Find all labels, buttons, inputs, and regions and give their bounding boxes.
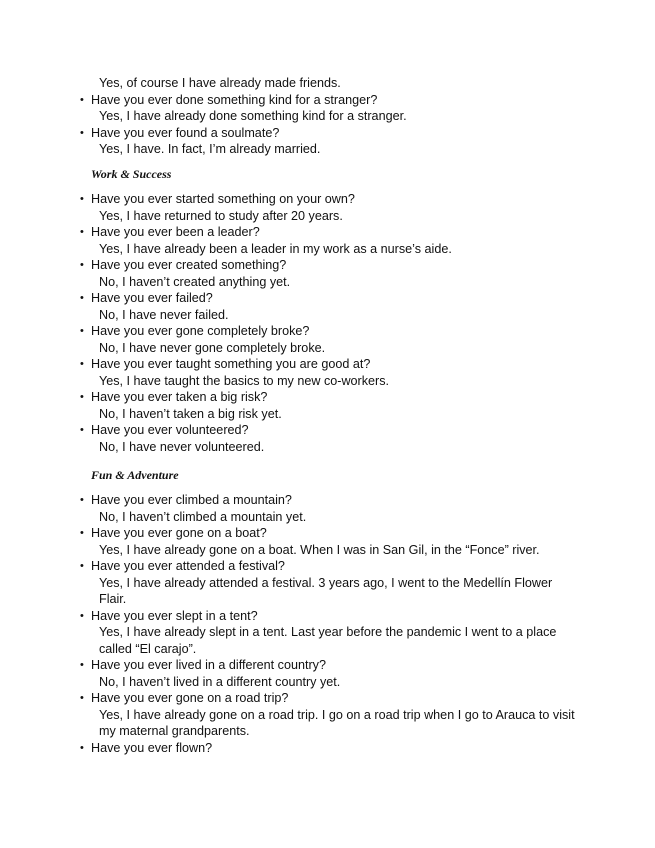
list-item [80, 356, 580, 389]
answer-text: No, I have never gone completely broke. [99, 340, 326, 355]
question-text: Have you ever created something? [91, 258, 287, 272]
bullet-icon: • [80, 292, 84, 304]
answer-text: No, I haven’t lived in a different country yet. [99, 674, 341, 689]
list-item [80, 257, 580, 290]
bullet-icon: • [80, 126, 84, 139]
list-item [80, 740, 580, 757]
answer-text: No, I have never failed. [99, 307, 229, 322]
personal-list [80, 92, 580, 158]
bullet-icon: • [80, 609, 84, 622]
bullet-icon: • [80, 424, 84, 436]
list-item [80, 191, 580, 224]
question-text: Have you ever climbed a mountain? [91, 493, 292, 507]
work-success-list [80, 191, 580, 455]
list-item [80, 525, 580, 558]
bullet-icon: • [80, 391, 84, 403]
bullet-icon: • [80, 226, 84, 238]
section-heading-work-success: Work & Success [91, 167, 172, 181]
personal-section [80, 75, 580, 158]
list-item [80, 92, 580, 125]
list-item [80, 125, 580, 158]
list-item [80, 290, 580, 323]
answer-text: Yes, I have already slept in a tent. Last year before the pandemic I went to a place called “El carajo”. [99, 625, 557, 656]
work-success-section [80, 191, 580, 455]
answer-text: No, I have never volunteered. [99, 439, 265, 454]
bullet-icon: • [80, 741, 84, 754]
bullet-icon: • [80, 93, 84, 106]
list-item [80, 389, 580, 422]
bullet-icon: • [80, 527, 84, 539]
bullet-icon: • [80, 494, 84, 506]
answer-text: No, I haven’t taken a big risk yet. [99, 406, 282, 421]
answer-text: Yes, I have returned to study after 20 years. [99, 208, 343, 223]
question-text: Have you ever found a soulmate? [91, 125, 280, 140]
question-text: Have you ever lived in a different country? [91, 658, 326, 672]
question-text: Have you ever gone completely broke? [91, 324, 310, 338]
list-item [80, 422, 580, 455]
question-text: Have you ever taken a big risk? [91, 390, 268, 404]
answer-text: Yes, I have. In fact, I’m already married. [99, 142, 321, 156]
answer-text: Yes, I have already attended a festival. 3 years ago, I went to the Medellín Flower Flair. [99, 575, 553, 606]
section-heading-fun-adventure: Fun & Adventure [91, 468, 179, 482]
list-item [80, 657, 580, 690]
list-item [80, 323, 580, 356]
bullet-icon: • [80, 325, 84, 337]
intro-answer: Yes, of course I have already made friends. [99, 76, 341, 90]
question-text: Have you ever gone on a boat? [91, 526, 267, 540]
bullet-icon: • [80, 692, 84, 704]
bullet-icon: • [80, 358, 84, 370]
question-text: Have you ever flown? [91, 740, 213, 755]
bullet-icon: • [80, 659, 84, 671]
answer-text: Yes, I have already gone on a boat. When I was in San Gil, in the “Fonce” river. [99, 542, 540, 557]
question-text: Have you ever been a leader? [91, 225, 260, 239]
question-text: Have you ever slept in a tent? [91, 608, 258, 623]
list-item [80, 224, 580, 257]
answer-text: Yes, I have already been a leader in my work as a nurse’s aide. [99, 241, 452, 256]
question-text: Have you ever done something kind for a stranger? [91, 92, 378, 107]
question-text: Have you ever failed? [91, 291, 213, 305]
answer-text: No, I haven’t climbed a mountain yet. [99, 509, 307, 524]
bullet-icon: • [80, 259, 84, 271]
bullet-icon: • [80, 560, 84, 572]
answer-text: Yes, I have already gone on a road trip. I go on a road trip when I go to Arauca to visit my maternal grandparents. [99, 707, 575, 738]
list-item [80, 608, 580, 658]
question-text: Have you ever gone on a road trip? [91, 691, 289, 705]
list-item [80, 690, 580, 740]
question-text: Have you ever taught something you are good at? [91, 357, 371, 371]
bullet-icon: • [80, 193, 84, 205]
list-item [80, 492, 580, 525]
fun-adventure-list [80, 492, 580, 756]
fun-adventure-section [80, 492, 580, 756]
list-item [80, 558, 580, 608]
question-text: Have you ever started something on your own? [91, 192, 355, 206]
question-text: Have you ever attended a festival? [91, 559, 285, 573]
question-text: Have you ever volunteered? [91, 423, 249, 437]
answer-text: Yes, I have already done something kind for a stranger. [99, 109, 407, 123]
answer-text: Yes, I have taught the basics to my new co-workers. [99, 373, 390, 388]
answer-text: No, I haven’t created anything yet. [99, 274, 291, 289]
